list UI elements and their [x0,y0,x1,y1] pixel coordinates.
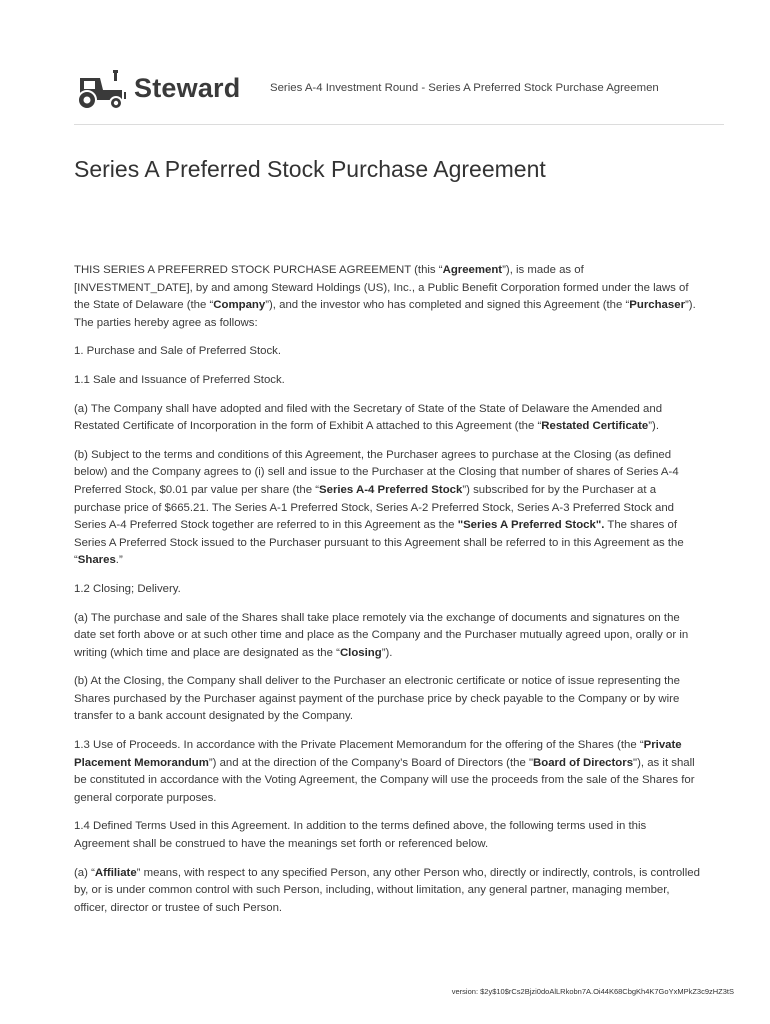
paragraph-text: 1.2 Closing; Delivery. [74,582,181,595]
header-caption: Series A-4 Investment Round - Series A Preferred Stock Purchase Agreemen [270,82,659,94]
version-footer: version: $2y$10$rCs2Bjzi0doAlLRkobn7A.Oi44K68CbgKh4K7GoYxMPkZ3c9zHZ3tS [451,987,734,996]
steward-logo [74,68,254,112]
defined-term: Private Placement Memorandum [74,739,682,769]
paragraph [74,737,700,807]
paragraph-text: "), as it shall be constituted in accordance with the Voting Agreement, the Company will use the proceeds from the sale of the Shares for general corporate purposes. [74,756,695,804]
paragraph-text: ”) subscribed for by the Purchaser at a purchase price of $665.21. The Series A-1 Preferred Stock, Series A-2 Preferred Stock, Series A-3 Preferred Stock and Series A-4 Preferred Stock together are referred to in this Agreement as the [74,483,674,532]
defined-term: Closing [339,646,382,659]
paragraph [74,581,700,599]
document-body [74,262,700,928]
paragraph [74,343,700,361]
paragraph [74,262,700,332]
paragraph [74,673,700,726]
defined-term: Agreement [442,264,503,276]
paragraph [74,865,700,918]
defined-term: "Series A Preferred Stock". [457,519,605,532]
paragraph [74,447,700,570]
defined-term: Series A-4 Preferred Stock [319,483,463,496]
paragraph-text: The shares of Series A Preferred Stock issued to the Purchaser pursuant to this Agreement shall be referred to in this Agreement as the “ [74,519,684,567]
paragraph [74,610,700,663]
page-header [74,68,724,112]
paragraph-text: ”). [648,420,660,433]
defined-term: Restated Certificate [541,420,649,433]
tractor-icon [74,68,128,110]
paragraph-text: THIS SERIES A PREFERRED STOCK PURCHASE AGREEMENT (this “ [74,264,443,276]
header-divider [74,124,724,125]
defined-term: Company [213,299,266,312]
paragraph-text: 1.3 Use of Proceeds. In accordance with the Private Placement Memorandum for the offering of the Shares (the “ [74,739,644,752]
defined-term: Shares [77,554,116,567]
paragraph-text: 1.4 Defined Terms Used in this Agreement. In addition to the terms defined above, the following terms used in this Agreement shall be construed to have the meanings set forth or referenced below. [74,820,647,851]
document-title: Series A Preferred Stock Purchase Agreement [74,156,546,182]
defined-term: Board of Directors [533,756,634,769]
brand-name: Steward [134,73,241,103]
paragraph-text: ”), is made as of [INVESTMENT_DATE], by and among Steward Holdings (US), Inc., a Public Benefit Corporation formed under the laws of the State of Delaware (the “ [74,264,689,312]
paragraph-text: (b) Subject to the terms and conditions of this Agreement, the Purchaser agrees to purchase at the Closing (as defined below) and the Company agrees to (i) sell and issue to the Purchaser at the Closing that number of shares of Series A-4 Preferred Stock, $0.01 par value per share (the “ [74,448,679,496]
paragraph-text: ” means, with respect to any specified Person, any other Person who, directly or indirectly, controls, is controlled by, or is under common control with such Person, including, without limitation, any general partner, managing member, officer, director or trustee of such Person. [74,866,700,914]
defined-term: Purchaser [629,299,685,312]
paragraph-text: (a) The purchase and sale of the Shares shall take place remotely via the exchange of documents and signatures on the date set forth above or at such other time and place as the Company and the Purchaser mutually agreed upon, orally or in writing (which time and place are designated as the “ [74,611,689,659]
defined-term: Affiliate [94,866,137,879]
paragraph-text: ”). [381,646,393,659]
paragraph-text: .” [115,554,123,567]
paragraph [74,401,700,436]
paragraph [74,818,700,853]
paragraph-text: ”). The parties hereby agree as follows: [74,299,696,329]
paragraph [74,372,700,390]
paragraph-text: (a) The Company shall have adopted and filed with the Secretary of State of the State of Delaware the Amended and Restated Certificate of Incorporation in the form of Exhibit A attached to this Agreement (the “ [74,402,663,433]
paragraph-text: 1. Purchase and Sale of Preferred Stock. [74,345,282,358]
paragraph-text: 1.1 Sale and Issuance of Preferred Stock. [74,373,285,386]
paragraph-text: (a) “ [74,866,95,879]
paragraph-text: ”) and at the direction of the Company’s Board of Directors (the " [208,756,534,769]
paragraph-text: (b) At the Closing, the Company shall deliver to the Purchaser an electronic certificate or notice of issue representing the Shares purchased by the Purchaser against payment of the purchase price by check payable to the Company or by wire transfer to a bank account designated by the Company. [74,675,680,723]
paragraph-text: ”), and the investor who has completed and signed this Agreement (the “ [265,299,630,312]
